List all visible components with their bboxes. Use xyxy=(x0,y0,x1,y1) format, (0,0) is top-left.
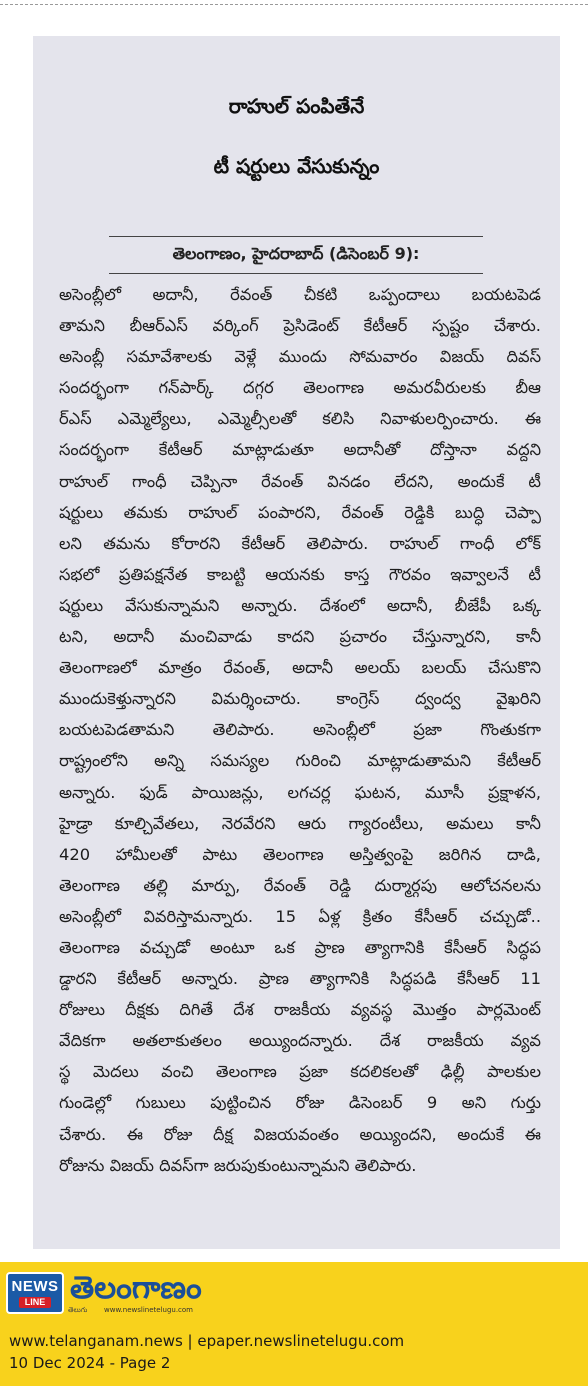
news-article xyxy=(33,36,560,1249)
article-body-line: రాహుల్ గాంధీ చెప్పినా రేవంత్ వినడం లేదని, అందుకే టీ xyxy=(59,471,541,491)
article-body xyxy=(59,279,541,1181)
logo-news-text: NEWS xyxy=(11,1277,59,1295)
article-body-line: తెలంగాణ తల్లి మార్పు, రేవంత్ రెడ్డి దుర్మార్గపు ఆలోచనలను xyxy=(59,875,541,895)
article-body-line: సందర్భంగా గన్‌పార్క్ దగ్గర తెలంగాణ అమరవీరులకు బీఆ xyxy=(59,378,541,398)
article-body-line: రాష్ట్రంలోని అన్ని సమస్యల గురించి మాట్లాడుతామని కేటీఆర్ xyxy=(59,751,541,771)
article-body-line: లని తమను కోరారని కేటీఆర్ తెలిపారు. రాహుల్ గాంధీ లోక్ xyxy=(59,533,541,553)
article-body-line: గుండెల్లో గుబులు పుట్టించిన రోజు డిసెంబర్ 9 అని గుర్తు xyxy=(59,1093,541,1113)
newsline-logo xyxy=(6,1272,64,1314)
article-body-line: 420 హామీలతో పాటు తెలంగాణ అస్తిత్వంపై జరిగిన దాడి, xyxy=(59,844,541,864)
footer-bar xyxy=(0,1262,588,1386)
article-body-line: వేదికగా అతలాకుతలం అయ్యిందన్నారు. దేశ రాజకీయ వ్యవ xyxy=(59,1031,541,1051)
dateline: తెలంగాణం, హైదరాబాద్ (డిసెంబర్ 9): xyxy=(172,243,420,263)
article-body-line: సందర్భంగా కేటీఆర్ మాట్లాడుతూ అదానీతో దోస్తానా వద్దని xyxy=(59,440,541,460)
article-body-line: చేశారు. ఈ రోజు దీక్ష విజయవంతం అయ్యిందని, అందుకే ఈ xyxy=(59,1124,541,1144)
edition-date-page: 10 Dec 2024 - Page 2 xyxy=(9,1354,171,1372)
article-body-line: షర్టులు తమకు రాహుల్ పంపారని, రేవంత్ రెడ్డికి బుద్ధి చెప్పా xyxy=(59,502,541,522)
article-body-line: స్థ మెదలు వంచి తెలంగాణ ప్రజా కదలికలతో ఢిల్లీ పాలకుల xyxy=(59,1062,541,1082)
article-body-line: తామని బీఆర్ఎస్ వర్కింగ్ ప్రెసిడెంట్ కేటీఆర్ స్పష్టం చేశారు. xyxy=(59,316,541,336)
article-body-line: ముందుకెళ్తున్నారని విమర్శించారు. కాంగ్రెస్ ద్వంద్వ వైఖరిని xyxy=(59,689,541,709)
article-body-line: తెలంగాణ వచ్చుడో అంటూ ఒక ప్రాణ త్యాగానికి కేసీఆర్ సిద్ధప xyxy=(59,937,541,957)
headline-line-2: టీ షర్టులు వేసుకున్నం xyxy=(213,154,380,178)
logo-subtitle-left: తెలుగు xyxy=(68,1306,88,1314)
article-body-line: షర్టులు వేసుకున్నామని అన్నారు. దేశంలో అదానీ, బీజేపీ ఒక్క xyxy=(59,595,541,615)
article-body-line: రోజులు దీక్షకు దిగితే దేశ రాజకీయ వ్యవస్థ మొత్తం పార్లమెంట్ xyxy=(59,1000,541,1020)
article-body-line: టని, అదానీ మంచివాడు కాదని ప్రచారం చేస్తున్నారని, కానీ xyxy=(59,627,541,647)
article-body-line: సభలో ప్రతిపక్షనేత కాబట్టి ఆయనకు కాస్త గౌరవం ఇవ్వాలనే టీ xyxy=(59,564,541,584)
clipping-cut-line xyxy=(0,4,588,5)
footer-links[interactable]: www.telanganam.news | epaper.newslinetelugu.com xyxy=(9,1332,405,1350)
article-body-line: ర్ఎస్ ఎమ్మెల్యేలు, ఎమ్మెల్సీలతో కలిసి నివాళులర్పించారు. ఈ xyxy=(59,409,541,429)
headline-line-1: రాహుల్ పంపితేనే xyxy=(228,94,365,118)
article-body-line: అన్నారు. ఫుడ్ పాయిజన్లు, లగచర్ల ఘటన, మూసీ ప్రక్షాళన, xyxy=(59,782,541,802)
dateline-box xyxy=(109,236,483,274)
article-body-line: అసెంబ్లీ సమావేశాలకు వెళ్లే ముందు సోమవారం విజయ్ దివస్ xyxy=(59,347,541,367)
article-body-line: హైడ్రా కూల్చివేతలు, నెరవేరని ఆరు గ్యారంటీలు, అమలు కానీ xyxy=(59,813,541,833)
logo-line-text: LINE xyxy=(19,1297,52,1308)
article-body-line: బయటపెడతామని తెలిపారు. అసెంబ్లీలో ప్రజా గొంతుకగా xyxy=(59,720,541,740)
article-body-line: తెలంగాణలో మాత్రం రేవంత్, అదానీ అలయ్ బలయ్ చేసుకొని xyxy=(59,658,541,678)
article-body-line: రోజును విజయ్ దివస్‌గా జరుపుకుంటున్నామని తెలిపారు. xyxy=(59,1155,417,1175)
telanganam-logo: తెలంగాణం xyxy=(70,1270,202,1306)
logo-website: www.newslinetelugu.com xyxy=(104,1306,193,1314)
article-body-line: అసెంబ్లీలో అదానీ, రేవంత్ చీకటి ఒప్పందాలు బయటపెడ xyxy=(59,285,541,304)
article-body-line: డ్డారని కేటీఆర్ అన్నారు. ప్రాణ త్యాగానికి సిద్ధపడి కేసీఆర్ 11 xyxy=(59,969,541,989)
article-body-line: అసెంబ్లీలో వివరిస్తామన్నారు. 15 ఏళ్ల క్రితం కేసీఆర్ చచ్చుడో.. xyxy=(59,906,541,926)
